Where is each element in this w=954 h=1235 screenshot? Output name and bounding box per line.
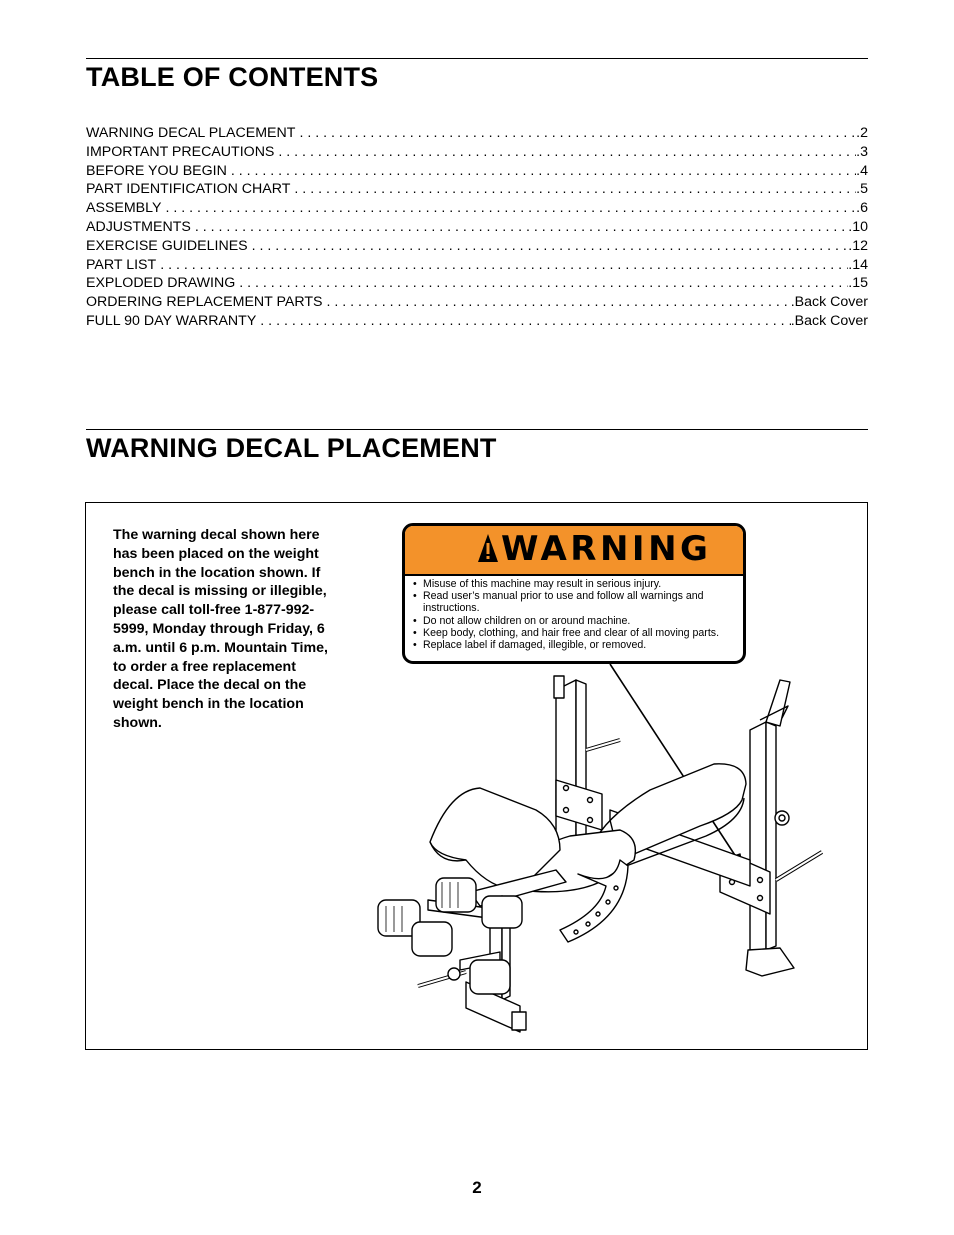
toc-entry [86, 180, 868, 199]
toc-leader-dots [239, 274, 848, 293]
toc-entry-title: FULL 90 DAY WARRANTY [86, 312, 257, 329]
toc-entry-page: .15 [848, 275, 868, 292]
decal-item: • Keep body, clothing, and hair free and clear of all moving parts. [413, 627, 743, 639]
toc-entry-title: ADJUSTMENTS [86, 218, 191, 235]
toc-entry [86, 218, 868, 237]
toc-entry-title: BEFORE YOU BEGIN [86, 162, 227, 179]
toc-leader-dots [165, 199, 856, 218]
decal-item: • Do not allow children on or around machine. [413, 615, 743, 627]
toc-leader-dots [294, 180, 856, 199]
top-rule [86, 58, 868, 59]
decal-title: WARNING [501, 529, 712, 569]
decal-item: • Misuse of this machine may result in serious injury. [413, 578, 743, 590]
toc-entry [86, 274, 868, 293]
decal-note: The warning decal shown here has been placed on the weight bench in the location shown. If the decal is missing or illegible, please call toll-free 1-877-992-5999, Monday through Friday, 6 a.m. until 6 p.m. Mountain Time, to order a free replacement decal. Place the decal on the weight bench in the location shown. [113, 527, 328, 731]
weight-bench-illustration [370, 660, 830, 1040]
toc-entry-title: ORDERING REPLACEMENT PARTS [86, 294, 323, 311]
toc-entry [86, 162, 868, 181]
toc-entry [86, 199, 868, 218]
toc-entry-title: EXERCISE GUIDELINES [86, 237, 248, 254]
toc-entry-page: .12 [848, 237, 868, 254]
toc-entry-page: .Back Cover [790, 294, 868, 311]
toc-entry [86, 293, 868, 312]
toc-entry-page: .2 [856, 125, 868, 141]
toc-leader-dots [252, 237, 849, 256]
toc-leader-dots [195, 218, 848, 237]
toc-entry-title: PART IDENTIFICATION CHART [86, 181, 291, 198]
toc-entry-page: .4 [856, 162, 868, 179]
toc-entry-page: .14 [848, 256, 868, 273]
toc-leader-dots [231, 162, 856, 181]
warning-triangle-icon [477, 533, 499, 563]
decal-item: • Replace label if damaged, illegible, or removed. [413, 639, 743, 651]
toc-entry-title: EXPLODED DRAWING [86, 275, 236, 292]
toc-leader-dots [299, 124, 856, 143]
toc-entry-page: .6 [856, 200, 868, 217]
decal-header [405, 526, 743, 576]
warning-section-heading: WARNING DECAL PLACEMENT [86, 433, 497, 463]
toc-entry-title: IMPORTANT PRECAUTIONS [86, 143, 275, 160]
toc-entry-page: .5 [856, 181, 868, 198]
toc-entry-title: ASSEMBLY [86, 200, 162, 217]
toc-leader-dots [327, 293, 791, 312]
toc-leader-dots [260, 312, 790, 331]
decal-item: • Read user’s manual prior to use and follow all warnings and instructions. [413, 590, 743, 614]
toc-entry-title: PART LIST [86, 256, 157, 273]
toc-leader-dots [278, 143, 856, 162]
warning-decal [402, 523, 746, 664]
toc-heading: TABLE OF CONTENTS [86, 62, 379, 92]
section-rule [86, 429, 868, 430]
page-number: 2 [472, 1178, 482, 1197]
toc-entry [86, 256, 868, 275]
toc-entry-title: WARNING DECAL PLACEMENT [86, 125, 296, 141]
table-of-contents [86, 124, 868, 331]
toc-entry [86, 143, 868, 162]
toc-entry-page: .10 [848, 218, 868, 235]
toc-leader-dots [160, 256, 848, 275]
decal-items [413, 578, 743, 651]
toc-entry [86, 312, 868, 331]
toc-entry [86, 237, 868, 256]
toc-entry [86, 124, 868, 143]
toc-entry-page: .3 [856, 143, 868, 160]
toc-entry-page: .Back Cover [790, 312, 868, 329]
